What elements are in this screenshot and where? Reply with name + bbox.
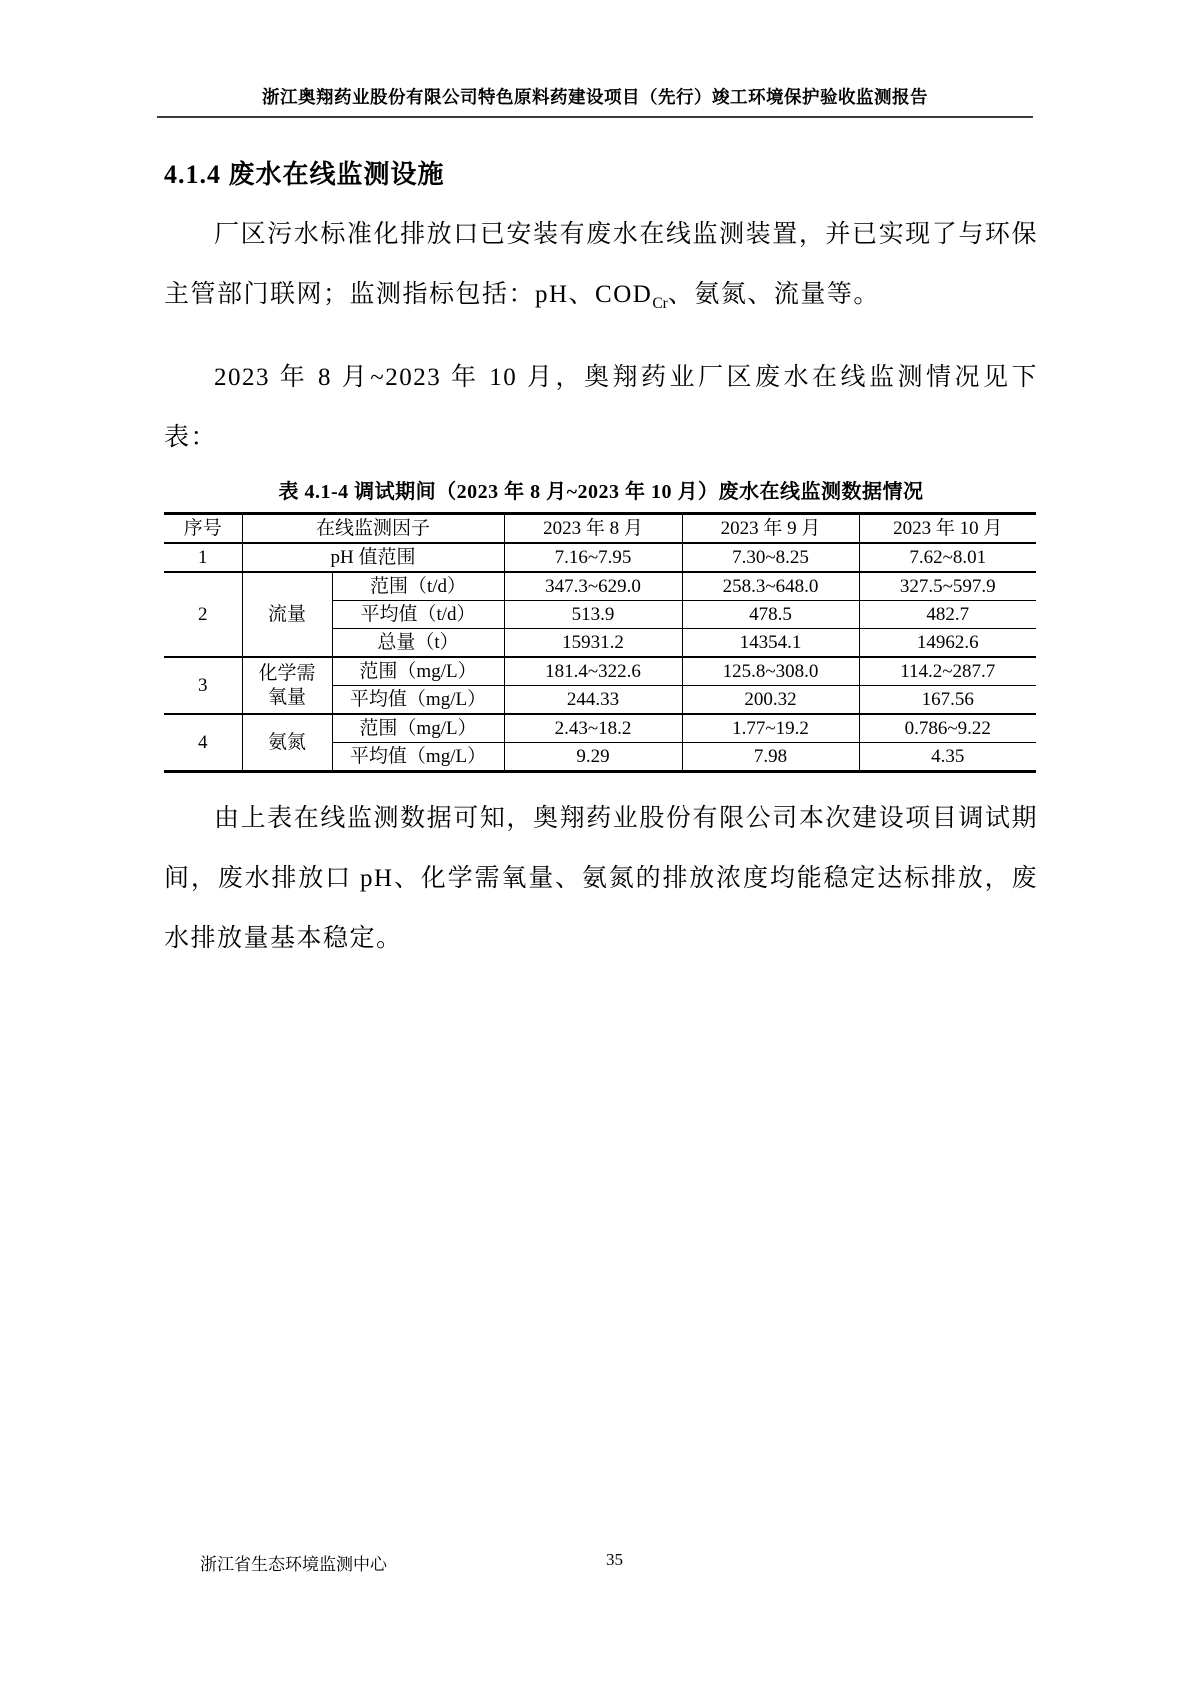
report-title: 浙江奥翔药业股份有限公司特色原料药建设项目（先行）竣工环境保护验收监测报告 [262,87,928,107]
table-header-row [164,514,1036,544]
section-heading: 4.1.4 废水在线监测设施 [164,160,445,189]
value-cell: 513.9 [504,601,682,629]
paragraph-conclusion: 由上表在线监测数据可知，奥翔药业股份有限公司本次建设项目调试期间，废水排放口 pH、化学需氧量、氨氮的排放浓度均能稳定达标排放，废水排放量基本稳定。 [164,805,1038,952]
value-cell: 14354.1 [682,629,859,658]
paragraph-period-intro: 2023 年 8 月~2023 年 10 月，奥翔药业厂区废水在线监测情况见下表： [164,364,1038,451]
metric-label: 范围（t/d） [332,572,504,601]
value-cell: 482.7 [859,601,1036,629]
column-header-oct: 2023 年 10 月 [859,514,1036,544]
value-cell: 2.43~18.2 [504,714,682,743]
table-row-nh3-range [164,714,1036,743]
page-content [164,154,1038,969]
table-row-ph [164,543,1036,572]
column-header-seq: 序号 [164,514,242,544]
factor-cell-ph: pH 值范围 [242,543,504,572]
footer-organization: 浙江省生态环境监测中心 [200,1555,387,1574]
value-cell: 478.5 [682,601,859,629]
column-header-aug: 2023 年 8 月 [504,514,682,544]
row-number: 1 [164,543,242,572]
value-cell: 4.35 [859,743,1036,772]
value-cell: 1.77~19.2 [682,714,859,743]
value-cell: 114.2~287.7 [859,657,1036,686]
running-footer [0,1550,1190,1574]
value-cell: 14962.6 [859,629,1036,658]
metric-label: 范围（mg/L） [332,657,504,686]
value-cell: 347.3~629.0 [504,572,682,601]
page-number: 35 [606,1550,623,1569]
value-cell: 7.62~8.01 [859,543,1036,572]
value-cell: 181.4~322.6 [504,657,682,686]
paragraph-text: 厂区污水标准化排放口已安装有废水在线监测装置，并已实现了与环保主管部门联网；监测指标包括：pH、COD [164,221,1038,308]
value-cell: 15931.2 [504,629,682,658]
factor-cell-nh3: 氨氮 [242,714,332,772]
metric-label: 总量（t） [332,629,504,658]
cod-subscript: Cr [652,295,668,312]
monitoring-table [164,512,1036,773]
metric-label: 平均值（t/d） [332,601,504,629]
paragraph-online-monitoring [164,205,1038,334]
metric-label: 平均值（mg/L） [332,743,504,772]
value-cell: 200.32 [682,686,859,715]
value-cell: 327.5~597.9 [859,572,1036,601]
value-cell: 7.16~7.95 [504,543,682,572]
row-number: 3 [164,657,242,714]
row-number: 2 [164,572,242,657]
factor-cell-cod: 化学需氧量 [242,657,332,714]
table-row-cod-range [164,657,1036,686]
value-cell: 244.33 [504,686,682,715]
value-cell: 7.98 [682,743,859,772]
factor-cell-flow: 流量 [242,572,332,657]
value-cell: 125.8~308.0 [682,657,859,686]
table-row-flow-range [164,572,1036,601]
paragraph-text: 、氨氮、流量等。 [667,281,880,308]
value-cell: 167.56 [859,686,1036,715]
running-header [157,0,1033,118]
row-number: 4 [164,714,242,772]
value-cell: 0.786~9.22 [859,714,1036,743]
table-caption: 表 4.1-4 调试期间（2023 年 8 月~2023 年 10 月）废水在线监测数据情况 [278,481,924,503]
metric-label: 平均值（mg/L） [332,686,504,715]
value-cell: 7.30~8.25 [682,543,859,572]
column-header-sep: 2023 年 9 月 [682,514,859,544]
metric-label: 范围（mg/L） [332,714,504,743]
value-cell: 258.3~648.0 [682,572,859,601]
value-cell: 9.29 [504,743,682,772]
column-header-factor: 在线监测因子 [242,514,504,544]
